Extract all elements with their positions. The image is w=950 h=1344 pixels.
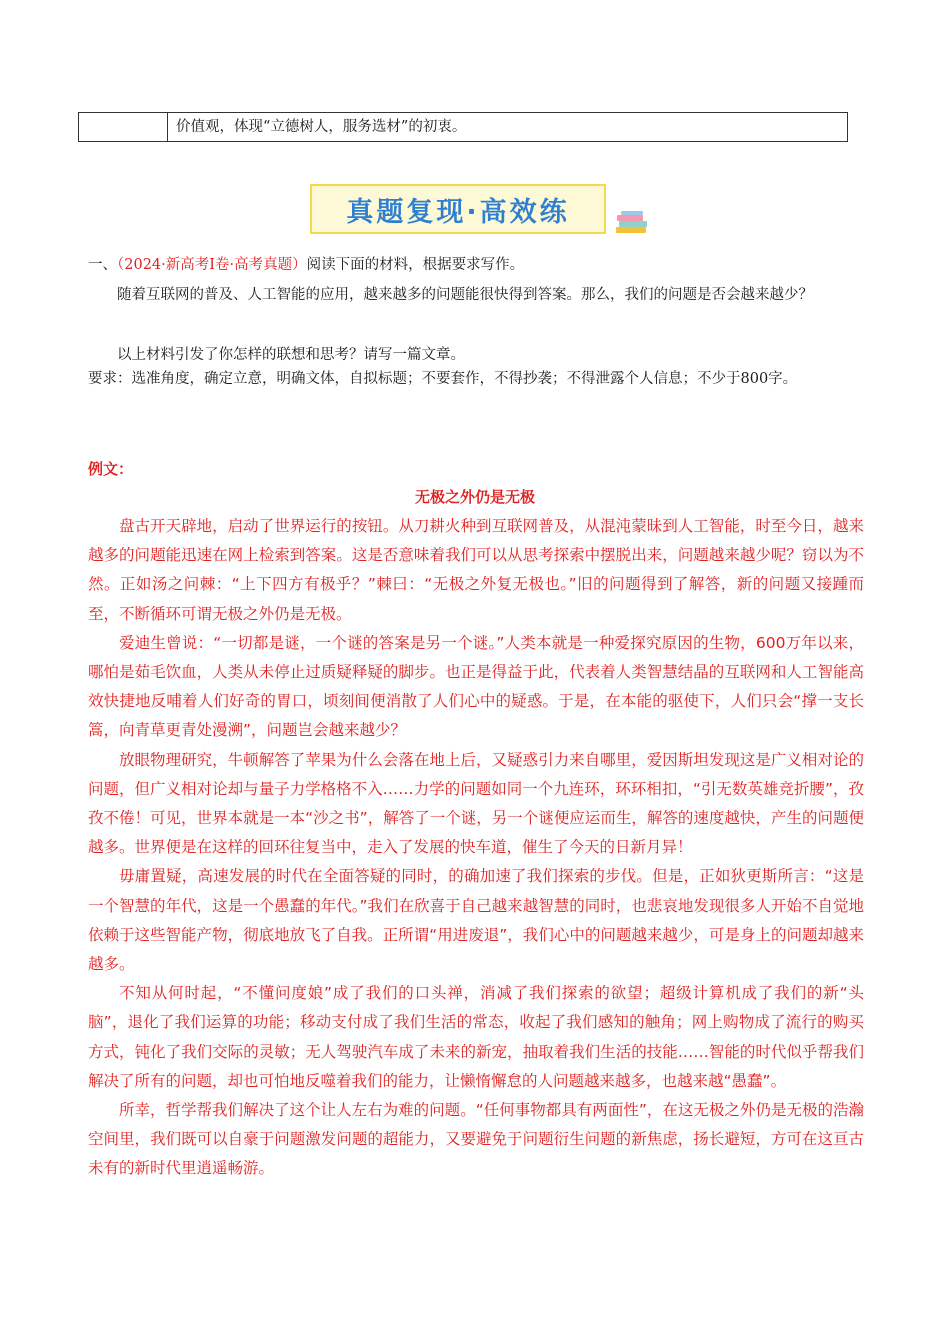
banner-title: 真题复现·高效练	[346, 196, 570, 228]
essay-paragraph: 毋庸置疑，高速发展的时代在全面答疑的同时，的确加速了我们探索的步伐。但是，正如狄更斯所言：“这是一个智慧的年代，这是一个愚蠢的年代。”我们在欣喜于自己越来越智慧的同时，也悲哀地发现很多人开始不自觉地依赖于这些智能产物，彻底地放飞了自我。正所谓“用进废退”，我们心中的问题越来越少，可是身上的问题却越来越多。	[88, 867, 864, 974]
question-material: 随着互联网的普及、人工智能的应用，越来越多的问题能很快得到答案。那么，我们的问题是否会越来越少？	[117, 287, 813, 303]
essay-paragraph: 放眼物理研究，牛顿解答了苹果为什么会落在地上后，又疑惑引力来自哪里，爱因斯坦发现这是广义相对论的问题，但广义相对论却与量子力学格格不入……力学的问题如同一个九连环，环环相扣，“引无数英雄竞折腰”，孜孜不倦！可见，世界本就是一本“沙之书”，解答了一个谜，另一个谜便应运而生，解答的速度越快，产生的问题便越多。世界便是在这样的回环往复当中，走入了发展的快车道，催生了今天的日新月异！	[88, 750, 864, 857]
essay-paragraph: 盘古开天辟地，启动了世界运行的按钮。从刀耕火种到互联网普及，从混沌蒙昧到人工智能，时至今日，越来越多的问题能迅速在网上检索到答案。这是否意味着我们可以从思考探索中摆脱出来，问题越来越少呢？窃以为不然。正如汤之问棘：“上下四方有极乎？”棘曰：“无极之外复无极也。”旧的问题得到了解答，新的问题又接踵而至，不断循环可谓无极之外仍是无极。	[88, 517, 864, 623]
question-prompt: 以上材料引发了你怎样的联想和思考？请写一篇文章。	[117, 347, 465, 363]
question-requirements: 要求：选准角度，确定立意，明确文体，自拟标题；不要套作，不得抄袭；不得泄露个人信息；不少于800字。	[88, 371, 798, 387]
essay-paragraph: 爱迪生曾说：“一切都是谜，一个谜的答案是另一个谜。”人类本就是一种爱探究原因的生物，600万年以来，哪怕是茹毛饮血，人类从未停止过质疑释疑的脚步。也正是得益于此，代表着人类智慧结晶的互联网和人工智能高效快捷地反哺着人们好奇的胃口，顷刻间便消散了人们心中的疑惑。于是，在本能的驱使下，人们只会“撑一支长篙，向青草更青处漫溯”，问题岂会越来越少？	[88, 633, 864, 740]
essay-paragraph: 所幸，哲学帮我们解决了这个让人左右为难的问题。“任何事物都具有两面性”，在这无极之外仍是无极的浩瀚空间里，我们既可以自豪于问题激发问题的超能力，又要避免于问题衍生问题的新焦虑，扬长避短，方可在这亘古未有的新时代里逍遥畅游。	[88, 1101, 864, 1178]
books-icon	[614, 210, 650, 236]
question-number: 一、	[88, 257, 117, 273]
question-header	[88, 250, 864, 280]
question-instruction: 阅读下面的材料，根据要求写作。	[306, 257, 525, 273]
table-cell-text: 价值观，体现“立德树人，服务选材”的初衷。	[176, 119, 467, 135]
essay-paragraph: 不知从何时起，“不懂问度娘”成了我们的口头禅，消减了我们探索的欲望；超级计算机成了我们的新“头脑”，退化了我们运算的功能；移动支付成了我们生活的常态，收起了我们感知的触角；网上购物成了流行的购买方式，钝化了我们交际的灵敏；无人驾驶汽车成了未来的新宠，抽取着我们生活的技能……智能的时代似乎帮我们解决了所有的问题，却也可怕地反噬着我们的能力，让懒惰懈怠的人问题越来越多，也越来越“愚蠢”。	[88, 984, 864, 1090]
section-banner	[310, 184, 606, 234]
essay-title: 无极之外仍是无极	[414, 488, 535, 506]
example-label: 例文：	[88, 460, 134, 478]
essay-body	[88, 512, 864, 1184]
table-cell-empty	[79, 113, 168, 141]
top-table	[78, 112, 848, 142]
question-source: （2024·新高考Ⅰ卷·高考真题）	[117, 257, 307, 273]
